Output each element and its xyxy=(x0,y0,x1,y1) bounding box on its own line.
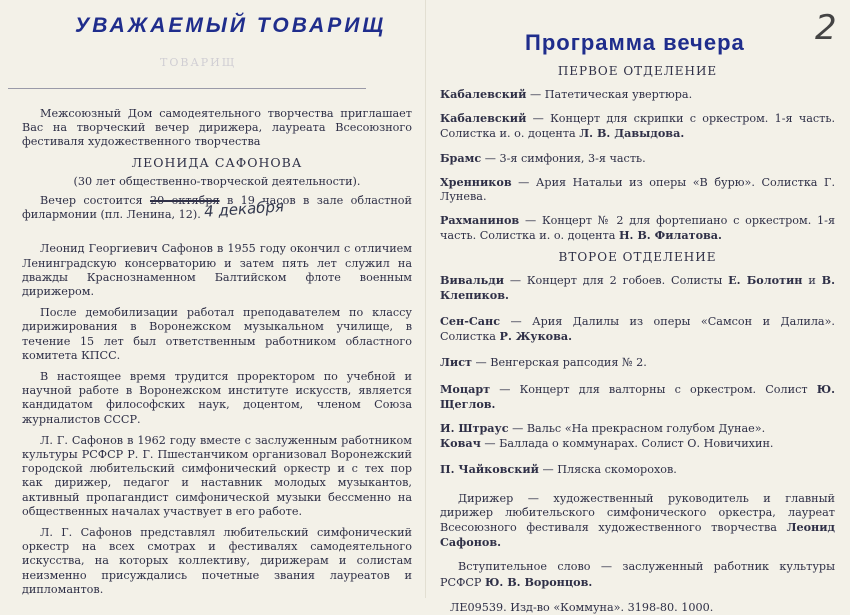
addressee-line xyxy=(8,88,366,89)
work-description: — Пляска скоморохов. xyxy=(538,463,677,477)
program-item xyxy=(440,421,835,436)
soloist-name: Н. В. Филатова. xyxy=(618,228,722,243)
fold-line xyxy=(425,0,426,598)
composer-name: Кабалевский xyxy=(440,111,527,126)
work-description: — 3-я симфония, 3-я часть. xyxy=(481,151,646,165)
work-description: — Концерт для валторны с оркестром. Солист xyxy=(490,382,817,396)
imprint: ЛЕ09539. Изд-во «Коммуна». 3198-80. 1000. xyxy=(450,600,714,614)
work-description: — Ария Далилы из оперы «Самсон и Далила». Солистка xyxy=(440,315,835,344)
composer-name: Хренников xyxy=(440,174,512,189)
anniversary-subtitle: (30 лет общественно-творческой деятельности). xyxy=(73,174,361,188)
page-number: 2 xyxy=(815,8,837,48)
invitation-heading: УВАЖАЕМЫЙ ТОВАРИЩ xyxy=(75,14,387,37)
soloist-name: Л. В. Давыдова. xyxy=(579,126,685,141)
struck-date: 20 октября xyxy=(149,194,220,208)
work-description: — Концерт для 2 гобоев. Солисты xyxy=(504,273,729,287)
program-item xyxy=(440,314,835,344)
program-item xyxy=(440,111,835,141)
invitation-paragraph: Межсоюзный Дом самодеятельного творчества приглашает Вас на творческий вечер дирижера, лауреата Всесоюзного фестиваля художественного творчества xyxy=(22,107,412,149)
program-item xyxy=(440,151,835,166)
handwritten-date: 4 декабря xyxy=(203,197,285,221)
evening-suffix: в 19 часов в зале областной филармонии (пл. Ленина, 12). xyxy=(22,194,412,222)
composer-name: Рахманинов xyxy=(440,213,520,228)
composer-name: И. Штраус xyxy=(440,421,509,436)
composer-name: Моцарт xyxy=(440,381,491,396)
erased-stamp: ТОВАРИЩ xyxy=(160,56,237,69)
bio-paragraph-1: Леонид Георгиевич Сафонов в 1955 году окончил с отличием Ленинградскую консерваторию и затем пять лет служил на дважды Краснознаменном Балтийском флоте военным дирижером. xyxy=(22,242,412,299)
work-description: — Баллада о коммунарах. Солист О. Новичихин. xyxy=(480,437,774,451)
composer-name: Кабалевский xyxy=(440,87,527,101)
intro-note-text: Вступительное слово — заслуженный работник культуры РСФСР xyxy=(440,560,835,589)
evening-prefix: Вечер состоится xyxy=(40,194,143,208)
work-description: — Вальс «На прекрасном голубом Дунае». xyxy=(508,422,766,436)
part-two-title: ВТОРОЕ ОТДЕЛЕНИЕ xyxy=(558,249,717,264)
work-description: — Венгерская рапсодия № 2. xyxy=(471,356,647,370)
conductor-name: Леонид Сафонов. xyxy=(440,520,835,550)
soloist-name: Р. Жукова. xyxy=(499,329,573,344)
soloist-name: Е. Болотин xyxy=(728,272,803,287)
program-item xyxy=(440,436,835,451)
program-heading: Программа вечера xyxy=(525,30,745,55)
program-item xyxy=(440,382,835,412)
composer-name: П. Чайковский xyxy=(440,462,539,477)
program-list xyxy=(440,64,835,615)
program-item xyxy=(440,355,835,370)
bio-paragraph-5: Л. Г. Сафонов представлял любительский симфонический оркестр на всех смотрах и фестивалях самодеятельного искусства, на которых коллективу, дирижерам и солистам неизменно присуждались почетные звания лауреатов и дипломантов. xyxy=(22,526,412,596)
bio-paragraph-2: После демобилизации работал преподавателем по классу дирижирования в Воронежском музыкальном училище, в течение 15 лет был ответственным работником областного комитета КПСС. xyxy=(22,306,412,362)
composer-name: Вивальди xyxy=(440,272,505,287)
soloist-name: Ю. Щеглов. xyxy=(440,381,835,411)
program-item xyxy=(440,175,835,204)
composer-name: Сен-Санс xyxy=(440,314,501,329)
invitation-text xyxy=(22,107,412,597)
work-description: и xyxy=(802,273,822,287)
program-item xyxy=(440,462,835,477)
work-description: — Патетическая увертюра. xyxy=(526,88,693,101)
program-item xyxy=(440,213,835,243)
soloist-name: В. Клепиков. xyxy=(440,272,836,302)
work-description: — Концерт № 2 для фортепиано с оркестром. 1-я часть. Солистка и. о. доцента xyxy=(440,214,835,243)
intro-note xyxy=(440,560,835,589)
part-one-title: ПЕРВОЕ ОТДЕЛЕНИЕ xyxy=(557,64,718,78)
conductor-note-text: Дирижер — художественный руководитель и главный дирижер любительского симфонического оркестра, лауреат Всесоюзного фестиваля художественного творчества xyxy=(440,491,835,535)
program-item xyxy=(440,87,835,102)
program-item xyxy=(440,273,835,303)
composer-name: Брамс xyxy=(440,150,482,165)
bio-paragraph-3: В настоящее время трудится проректором по учебной и научной работе в Воронежском институте искусств, является кандидатом философских наук, доцентом, членом Союза журналистов СССР. xyxy=(22,370,412,426)
bio-paragraph-4: Л. Г. Сафонов в 1962 году вместе с заслуженным работником культуры РСФСР Р. Г. Пшестанчиком организовал Воронежский городской любительский симфонический оркестр и с тех пор как дирижер, педагог и наставник молодых музыкантов, активный пропагандист симфонической музыки бессменно на общественных началах участвует в его работе. xyxy=(22,433,412,518)
composer-name: Лист xyxy=(440,355,472,370)
work-description: — Концерт для скрипки с оркестром. 1-я часть. Солистка и. о. доцента xyxy=(440,112,835,141)
work-description: — Ария Натальи из оперы «В бурю». Солистка Г. Лунева. xyxy=(440,175,835,204)
intro-speaker-name: Ю. В. Воронцов. xyxy=(485,574,593,589)
honoree-name: ЛЕОНИДА САФОНОВА xyxy=(131,154,303,170)
composer-name: Ковач xyxy=(440,436,481,451)
conductor-note xyxy=(440,492,835,551)
